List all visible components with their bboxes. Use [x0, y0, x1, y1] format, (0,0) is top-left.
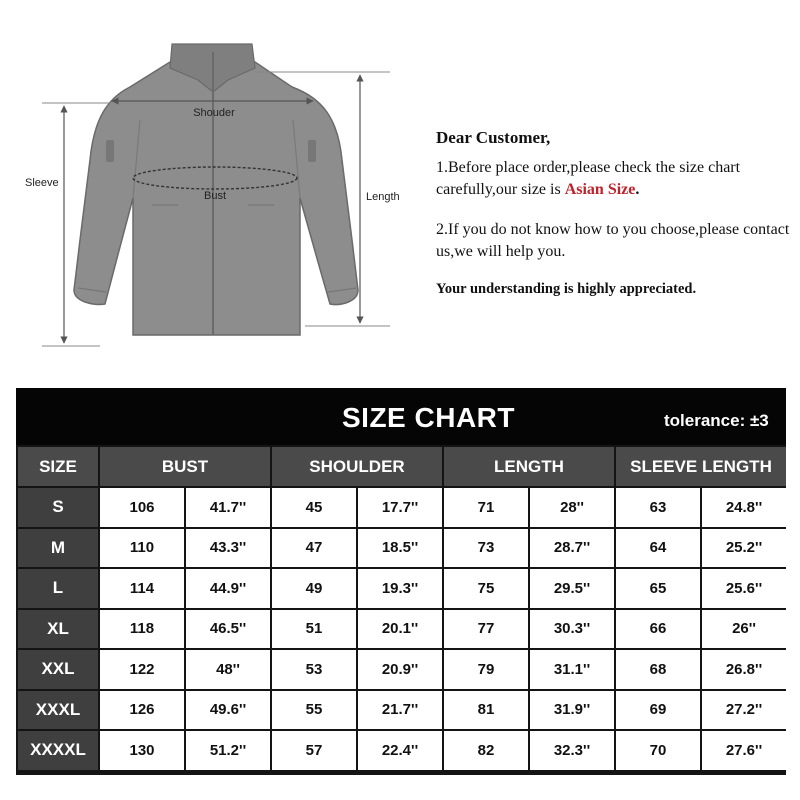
- size-chart-title-bar: [16, 388, 786, 445]
- size-label-cell: M: [18, 529, 98, 568]
- cell-bust-cm: 122: [100, 650, 184, 689]
- notice-closing: Your understanding is highly appreciated.: [436, 281, 697, 297]
- cell-sleeve-cm: 63: [616, 488, 700, 527]
- size-label-cell: S: [18, 488, 98, 527]
- cell-shoulder-cm: 45: [272, 488, 356, 527]
- cell-bust-in: 44.9'': [186, 569, 270, 608]
- cell-sleeve-cm: 70: [616, 731, 700, 770]
- cell-bust-cm: 130: [100, 731, 184, 770]
- cell-sleeve-cm: 65: [616, 569, 700, 608]
- length-label: Length: [366, 191, 400, 203]
- size-label-cell: XL: [18, 610, 98, 649]
- cell-length-in: 28.7'': [530, 529, 614, 568]
- header-sleeve-length: SLEEVE LENGTH: [616, 447, 786, 486]
- jacket-illustration: [0, 0, 420, 370]
- cell-length-cm: 81: [444, 691, 528, 730]
- size-chart-table: [16, 388, 786, 775]
- cell-sleeve-in: 26'': [702, 610, 786, 649]
- cell-bust-in: 46.5'': [186, 610, 270, 649]
- cell-shoulder-in: 21.7'': [358, 691, 442, 730]
- size-label-cell: XXL: [18, 650, 98, 689]
- size-chart-title: SIZE CHART: [342, 402, 515, 433]
- jacket-measurement-diagram: [0, 0, 420, 370]
- cell-length-in: 28'': [530, 488, 614, 527]
- size-label-cell: L: [18, 569, 98, 608]
- cell-shoulder-in: 22.4'': [358, 731, 442, 770]
- cell-shoulder-in: 19.3'': [358, 569, 442, 608]
- cell-shoulder-cm: 55: [272, 691, 356, 730]
- cell-sleeve-in: 24.8'': [702, 488, 786, 527]
- notice-point-1-text: 1.Before place order,please check the size chart carefully,our size is: [436, 159, 741, 198]
- cell-length-in: 30.3'': [530, 610, 614, 649]
- size-label-cell: XXXXL: [18, 731, 98, 770]
- cell-length-in: 32.3'': [530, 731, 614, 770]
- cell-shoulder-cm: 51: [272, 610, 356, 649]
- cell-bust-in: 48'': [186, 650, 270, 689]
- notice-point-1-end: .: [635, 181, 640, 198]
- cell-shoulder-cm: 53: [272, 650, 356, 689]
- shoulder-label: Shouder: [193, 107, 235, 119]
- cell-sleeve-cm: 66: [616, 610, 700, 649]
- cell-shoulder-cm: 57: [272, 731, 356, 770]
- cell-length-in: 31.1'': [530, 650, 614, 689]
- cell-shoulder-cm: 49: [272, 569, 356, 608]
- cell-length-in: 29.5'': [530, 569, 614, 608]
- cell-length-cm: 71: [444, 488, 528, 527]
- header-shoulder: SHOULDER: [272, 447, 442, 486]
- cell-length-in: 31.9'': [530, 691, 614, 730]
- cell-bust-cm: 110: [100, 529, 184, 568]
- customer-notice: [436, 128, 791, 313]
- cell-bust-cm: 118: [100, 610, 184, 649]
- cell-bust-cm: 114: [100, 569, 184, 608]
- cell-sleeve-in: 27.6'': [702, 731, 786, 770]
- cell-length-cm: 82: [444, 731, 528, 770]
- cell-sleeve-in: 25.2'': [702, 529, 786, 568]
- cell-bust-in: 41.7'': [186, 488, 270, 527]
- cell-bust-cm: 106: [100, 488, 184, 527]
- cell-sleeve-cm: 68: [616, 650, 700, 689]
- size-label-cell: XXXL: [18, 691, 98, 730]
- sleeve-label: Sleeve: [25, 177, 59, 189]
- cell-length-cm: 79: [444, 650, 528, 689]
- header-length: LENGTH: [444, 447, 614, 486]
- notice-point-1: [436, 157, 791, 201]
- cell-sleeve-in: 27.2'': [702, 691, 786, 730]
- cell-sleeve-cm: 64: [616, 529, 700, 568]
- cell-bust-in: 51.2'': [186, 731, 270, 770]
- cell-shoulder-in: 18.5'': [358, 529, 442, 568]
- cell-sleeve-in: 26.8'': [702, 650, 786, 689]
- cell-sleeve-in: 25.6'': [702, 569, 786, 608]
- cell-bust-cm: 126: [100, 691, 184, 730]
- notice-point-2: 2.If you do not know how to you choose,please contact us,we will help you.: [436, 221, 790, 260]
- cell-length-cm: 75: [444, 569, 528, 608]
- header-size: SIZE: [18, 447, 98, 486]
- cell-shoulder-cm: 47: [272, 529, 356, 568]
- header-bust: BUST: [100, 447, 270, 486]
- tolerance-note: tolerance: ±3: [664, 411, 769, 430]
- cell-length-cm: 77: [444, 610, 528, 649]
- cell-length-cm: 73: [444, 529, 528, 568]
- asian-size-highlight: Asian Size: [564, 181, 636, 198]
- cell-bust-in: 43.3'': [186, 529, 270, 568]
- cell-shoulder-in: 20.9'': [358, 650, 442, 689]
- bust-label: Bust: [203, 190, 227, 202]
- cell-bust-in: 49.6'': [186, 691, 270, 730]
- cell-shoulder-in: 20.1'': [358, 610, 442, 649]
- notice-greeting: Dear Customer,: [436, 128, 551, 147]
- cell-shoulder-in: 17.7'': [358, 488, 442, 527]
- cell-sleeve-cm: 69: [616, 691, 700, 730]
